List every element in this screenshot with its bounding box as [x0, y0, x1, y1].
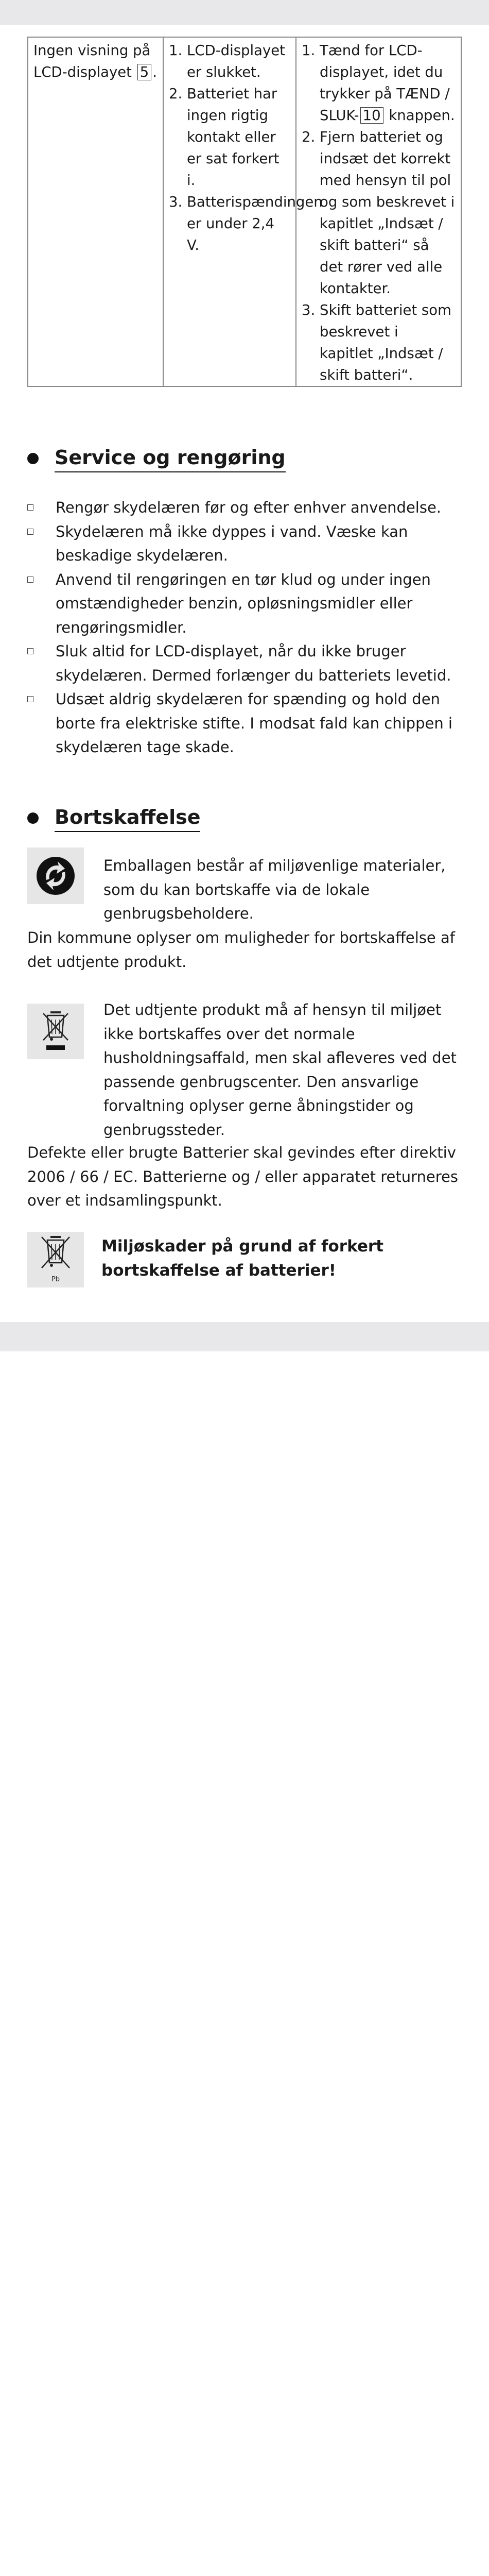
municipality-text: Din kommune oplyser om muligheder for bortskaffelse af det udtjente produkt. — [27, 929, 455, 971]
section-title: Service og rengøring — [55, 445, 286, 472]
remedy-text: Fjern batteriet og indsæt det korrekt med hensyn til pol og som beskrevet i kapitlet „Indsæt / skift batteri“ så det rører ved alle kontakter. — [320, 129, 455, 297]
cause-text: Batterispændingen er under 2,4 V. — [187, 194, 323, 253]
checkbox-square-icon — [27, 577, 33, 583]
checkbox-square-icon — [27, 648, 33, 654]
remedy-text: Tænd for LCD-displayet, idet du trykker på TÆND / SLUK- — [320, 42, 450, 124]
page-bottom-band — [0, 1322, 489, 1351]
remedy-text: Skift batteriet som beskrevet i kapitlet „Indsæt / skift batteri“. — [320, 302, 451, 383]
table-row — [28, 37, 461, 386]
troubleshooting-table — [27, 37, 462, 387]
crossed-out-wheelie-bin-icon — [27, 1004, 84, 1059]
problem-suffix: . — [152, 64, 157, 80]
battery-directive-text: Defekte eller brugte Batterier skal gevindes efter direktiv 2006 / 66 / EC. Batterierne og / eller apparatet returneres over et indsamlingspunkt. — [27, 1144, 458, 1209]
item-number: 1. — [169, 42, 183, 59]
packaging-text: Emballagen består af miljøvenlige materialer, som du kan bortskaffe via de lokale genbrugsbeholdere. — [103, 857, 446, 922]
service-heading — [27, 445, 286, 472]
page-top-band — [0, 0, 489, 25]
service-bullet-list — [27, 496, 465, 759]
problem-text: Ingen visning på LCD-displayet — [33, 42, 151, 80]
crossed-out-bin-pb-icon — [27, 1232, 84, 1287]
bullet-text: Rengør skydelæren før og efter enhver anvendelse. — [56, 499, 442, 516]
list-item — [302, 299, 456, 386]
pb-label: Pb — [51, 1276, 60, 1283]
checkbox-square-icon — [27, 504, 33, 511]
section-title: Bortskaffelse — [55, 804, 200, 832]
bullet-text: Skydelæren må ikke dyppes i vand. Væske kan beskadige skydelæren. — [56, 522, 408, 564]
cause-text: LCD-displayet er slukket. — [187, 42, 285, 80]
battery-warning: Miljøskader på grund af forkert bortskaffelse af batterier! — [101, 1237, 383, 1280]
list-item — [169, 83, 290, 191]
remedy-list — [302, 40, 456, 386]
item-number: 2. — [169, 86, 183, 102]
item-number: 1. — [302, 42, 316, 59]
checkbox-square-icon — [27, 696, 33, 702]
bullet-text: Anvend til rengøringen en tør klud og under ingen omstændigheder benzin, opløsningsmidler eller rengøringsmidler. — [56, 570, 431, 636]
ref-number-box: 10 — [360, 107, 383, 124]
item-number: 3. — [169, 194, 183, 210]
remedy-cell — [296, 37, 461, 386]
list-item — [27, 496, 465, 520]
bullet-text: Udsæt aldrig skydelæren for spænding og hold den borte fra elektriske stifte. I modsat fald kan chippen i skydelæren tage skade. — [56, 690, 452, 756]
disposal-heading — [27, 804, 200, 832]
recycling-green-dot-icon — [27, 848, 84, 904]
list-item — [302, 126, 456, 299]
checkbox-square-icon — [27, 529, 33, 535]
list-item — [27, 639, 465, 687]
problem-cell — [28, 37, 163, 386]
list-item — [27, 687, 465, 759]
list-item — [27, 520, 465, 568]
list-item — [169, 40, 290, 83]
ref-number-box: 5 — [137, 64, 152, 80]
item-number: 2. — [302, 129, 316, 145]
bullet-text: Sluk altid for LCD-displayet, når du ikke bruger skydelæren. Dermed forlænger du batteriets levetid. — [56, 642, 451, 684]
remedy-text-suffix: knappen. — [384, 107, 455, 124]
cause-list — [169, 40, 323, 256]
list-item — [169, 191, 323, 256]
cause-cell — [163, 37, 323, 386]
product-disposal-text: Det udtjente produkt må af hensyn til miljøet ikke bortskaffes over det normale husholdningsaffald, men skal afleveres ved det passende genbrugscenter. Den ansvarlige forvaltning oplyser gerne åbningstider og genbrugssteder. — [103, 1001, 457, 1139]
list-item — [302, 40, 456, 126]
item-number: 3. — [302, 302, 316, 318]
cause-text: Batteriet har ingen rigtig kontakt eller er sat forkert i. — [187, 86, 280, 189]
bullet-dot-icon — [27, 812, 39, 824]
bullet-dot-icon — [27, 453, 39, 464]
list-item — [27, 568, 465, 640]
